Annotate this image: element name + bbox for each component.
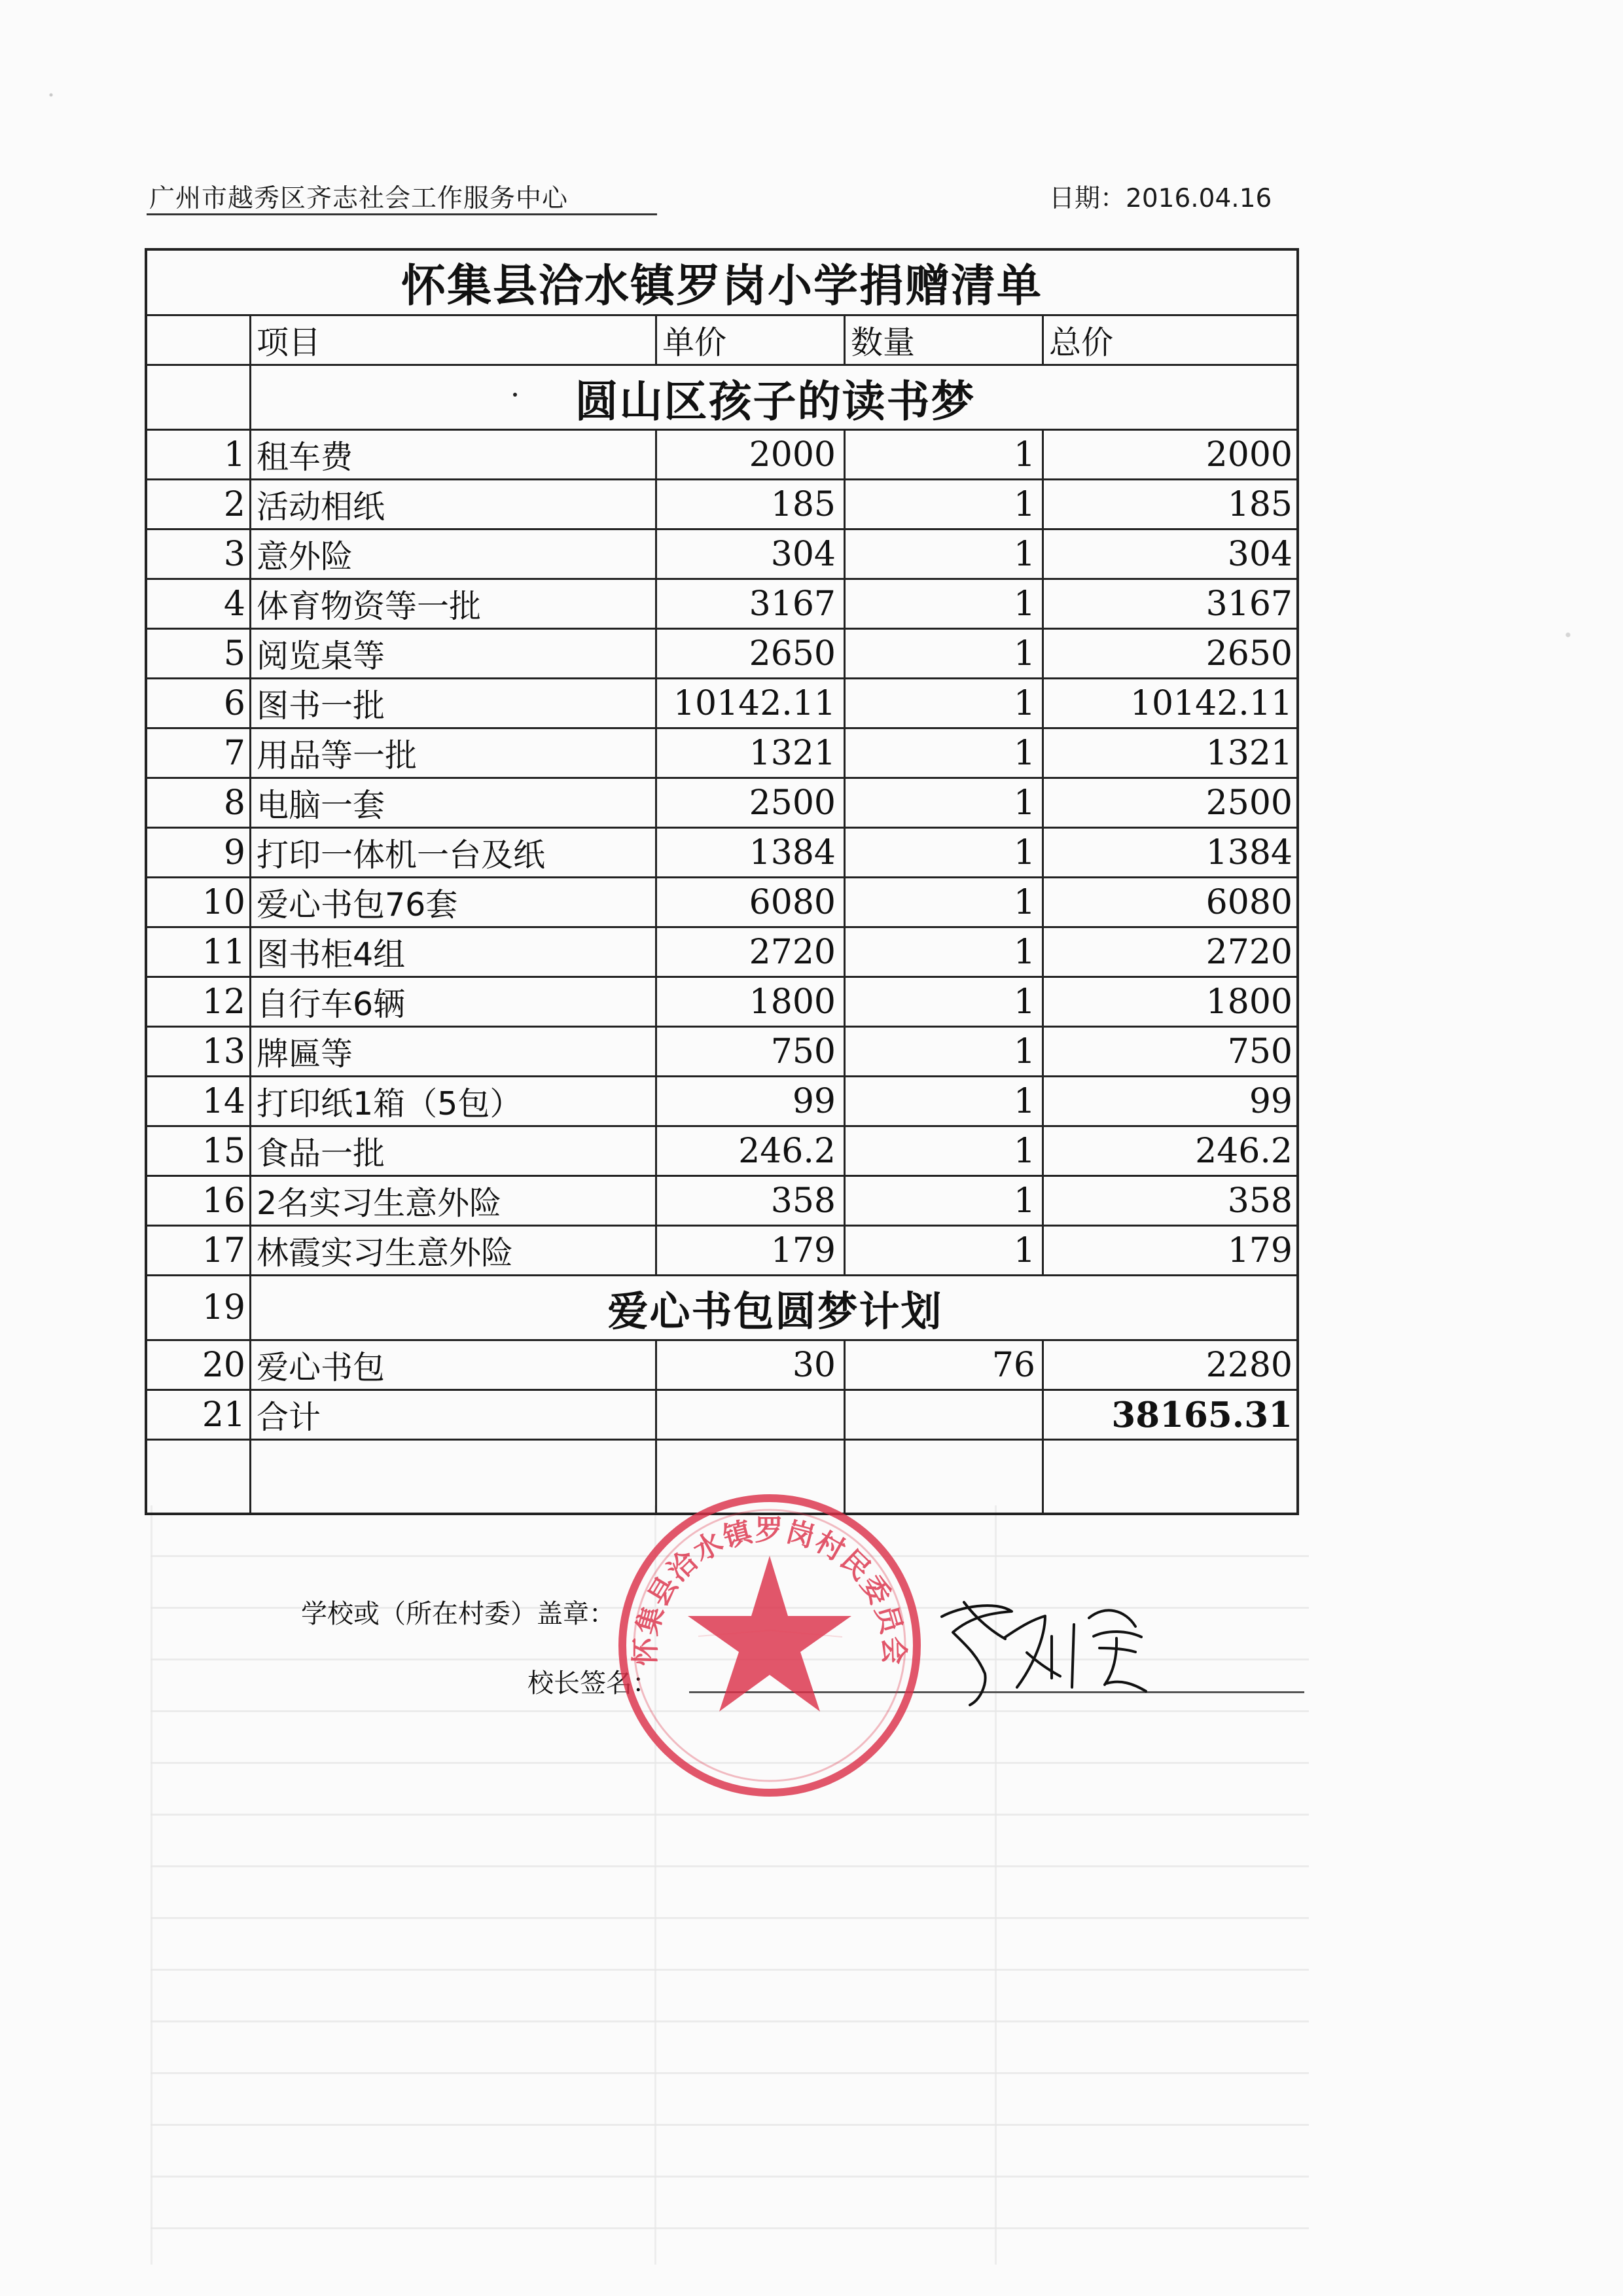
row-number: 16 bbox=[147, 1177, 251, 1225]
table-row bbox=[147, 679, 1296, 729]
row-quantity: 1 bbox=[846, 978, 1044, 1026]
row-quantity: 1 bbox=[846, 1028, 1044, 1075]
row-number: 13 bbox=[147, 1028, 251, 1075]
row-number: 4 bbox=[147, 580, 251, 628]
official-red-seal-image bbox=[607, 1482, 933, 1808]
row-item: 图书柜4组 bbox=[251, 928, 657, 976]
document-date bbox=[1049, 178, 1298, 215]
row-unit-price: 2500 bbox=[657, 779, 846, 827]
row-quantity: 1 bbox=[846, 431, 1044, 478]
row-number: 6 bbox=[147, 679, 251, 727]
principal-signature-label: 校长签名： bbox=[527, 1668, 658, 1698]
row-number: 7 bbox=[147, 729, 251, 777]
grand-total-value: 38165.31 bbox=[1111, 1394, 1293, 1435]
row-number: 14 bbox=[147, 1077, 251, 1125]
blank-total-cell bbox=[1044, 1441, 1299, 1515]
row-total: 6080 bbox=[1205, 882, 1293, 922]
row-total: 1800 bbox=[1205, 982, 1293, 1022]
row-item: 阅览桌等 bbox=[251, 630, 657, 677]
table-row bbox=[147, 729, 1296, 779]
row-quantity: 1 bbox=[846, 1127, 1044, 1175]
row-quantity: 1 bbox=[846, 779, 1044, 827]
row-item: 电脑一套 bbox=[251, 779, 657, 827]
table-header-number-blank bbox=[147, 316, 251, 364]
row-item: 爱心书包 bbox=[251, 1341, 657, 1389]
row-item: 爱心书包76套 bbox=[251, 878, 657, 926]
row-item: 用品等一批 bbox=[251, 729, 657, 777]
row-number: 9 bbox=[147, 829, 251, 876]
table-row bbox=[147, 1341, 1296, 1391]
table-row bbox=[147, 630, 1296, 679]
row-total: 1321 bbox=[1205, 733, 1293, 773]
donation-list-title: 怀集县洽水镇罗岗小学捐赠清单 bbox=[147, 251, 1296, 316]
row-unit-price: 304 bbox=[657, 530, 846, 578]
row-number: 3 bbox=[147, 530, 251, 578]
row-item: 租车费 bbox=[251, 431, 657, 478]
row-item: 活动相纸 bbox=[251, 480, 657, 528]
row-unit-price: 1384 bbox=[657, 829, 846, 876]
table-row bbox=[147, 480, 1296, 530]
row-quantity: 1 bbox=[846, 480, 1044, 528]
faint-show-through-section bbox=[268, 2062, 1054, 2114]
row-item: 意外险 bbox=[251, 530, 657, 578]
row-number: 10 bbox=[147, 878, 251, 926]
column-header-total: 总价 bbox=[1049, 323, 1114, 361]
row-total: 99 bbox=[1249, 1081, 1293, 1121]
row-number: 2 bbox=[147, 480, 251, 528]
row-item: 食品一批 bbox=[251, 1127, 657, 1175]
row-quantity: 76 bbox=[846, 1341, 1044, 1389]
row-total: 185 bbox=[1227, 484, 1293, 524]
row-quantity: 1 bbox=[846, 928, 1044, 976]
row-number: 11 bbox=[147, 928, 251, 976]
table-row bbox=[147, 1028, 1296, 1077]
row-unit-price: 750 bbox=[657, 1028, 846, 1075]
row-unit-price: 2650 bbox=[657, 630, 846, 677]
section-row-backpack-plan bbox=[147, 1276, 1296, 1341]
school-seal-label: 学校或（所在村委）盖章： bbox=[301, 1599, 615, 1629]
row-unit-price: 358 bbox=[657, 1177, 846, 1225]
row-item: 林霞实习生意外险 bbox=[251, 1227, 657, 1274]
row-quantity: 1 bbox=[846, 1227, 1044, 1274]
row-unit-price: 246.2 bbox=[657, 1127, 846, 1175]
table-row bbox=[147, 829, 1296, 878]
seal-text: 怀集县洽水镇罗岗村民委员会 bbox=[629, 1514, 910, 1666]
row-quantity: 1 bbox=[846, 580, 1044, 628]
row-quantity: 1 bbox=[846, 878, 1044, 926]
row-number: 17 bbox=[147, 1227, 251, 1274]
date-value: 2016.04.16 bbox=[1126, 184, 1272, 213]
date-label: 日期： bbox=[1049, 184, 1126, 213]
section-row-number: 19 bbox=[147, 1276, 251, 1339]
row-total: 2720 bbox=[1205, 932, 1293, 972]
table-row bbox=[147, 978, 1296, 1028]
table-row bbox=[147, 580, 1296, 630]
row-quantity: 1 bbox=[846, 630, 1044, 677]
row-number: 8 bbox=[147, 779, 251, 827]
row-number: 21 bbox=[147, 1391, 251, 1439]
row-item: 牌匾等 bbox=[251, 1028, 657, 1075]
section-title-reading-dream: 圆山区孩子的读书梦 bbox=[575, 376, 976, 427]
column-header-unit-price: 单价 bbox=[657, 316, 846, 364]
row-quantity: 1 bbox=[846, 729, 1044, 777]
table-row bbox=[147, 530, 1296, 580]
row-item: 打印一体机一台及纸 bbox=[251, 829, 657, 876]
row-unit-price: 3167 bbox=[657, 580, 846, 628]
table-row bbox=[147, 928, 1296, 978]
row-unit-price: 6080 bbox=[657, 878, 846, 926]
row-quantity: 1 bbox=[846, 829, 1044, 876]
column-header-item: 项目 bbox=[251, 316, 657, 364]
row-total: 2650 bbox=[1205, 634, 1293, 673]
row-number: 12 bbox=[147, 978, 251, 1026]
row-item: 2名实习生意外险 bbox=[251, 1177, 657, 1225]
row-total: 10142.11 bbox=[1130, 683, 1293, 723]
row-quantity: 1 bbox=[846, 1077, 1044, 1125]
section-row-reading-dream bbox=[147, 366, 1296, 431]
table-row bbox=[147, 878, 1296, 928]
scan-dot bbox=[513, 393, 517, 397]
section-title-backpack-plan: 爱心书包圆梦计划 bbox=[607, 1287, 943, 1335]
row-total: 2000 bbox=[1205, 435, 1293, 475]
row-quantity: 1 bbox=[846, 679, 1044, 727]
row-item: 自行车6辆 bbox=[251, 978, 657, 1026]
row-unit-price: 179 bbox=[657, 1227, 846, 1274]
row-total: 1384 bbox=[1205, 833, 1293, 872]
row-number: 1 bbox=[147, 431, 251, 478]
table-header-row bbox=[147, 316, 1296, 366]
row-total: 358 bbox=[1227, 1181, 1293, 1221]
row-unit-price: 1321 bbox=[657, 729, 846, 777]
row-item: 体育物资等一批 bbox=[251, 580, 657, 628]
row-number: 20 bbox=[147, 1341, 251, 1389]
row-unit-price: 2000 bbox=[657, 431, 846, 478]
table-row bbox=[147, 1127, 1296, 1177]
row-total: 2500 bbox=[1205, 783, 1293, 823]
row-number: 5 bbox=[147, 630, 251, 677]
column-header-quantity: 数量 bbox=[846, 316, 1044, 364]
row-item: 图书一批 bbox=[251, 679, 657, 727]
table-row-grand-total bbox=[147, 1391, 1296, 1441]
blank-item-cell bbox=[251, 1441, 657, 1515]
row-unit-price: 30 bbox=[657, 1341, 846, 1389]
row-total: 246.2 bbox=[1195, 1131, 1293, 1171]
organization-header-underline bbox=[147, 213, 657, 215]
row-unit-price: 185 bbox=[657, 480, 846, 528]
blank-number-cell bbox=[147, 1441, 251, 1515]
row-quantity: 1 bbox=[846, 530, 1044, 578]
section-number-blank bbox=[147, 366, 251, 429]
organization-header: 广州市越秀区齐志社会工作服务中心 bbox=[149, 184, 569, 213]
donation-list-table bbox=[145, 248, 1299, 1515]
row-total: 304 bbox=[1227, 534, 1293, 574]
row-total: 750 bbox=[1227, 1031, 1293, 1071]
row-unit-price: 2720 bbox=[657, 928, 846, 976]
row-item: 合计 bbox=[251, 1391, 657, 1439]
row-total: 3167 bbox=[1205, 584, 1293, 624]
row-total: 2280 bbox=[1205, 1345, 1293, 1385]
handwritten-signature-image bbox=[933, 1584, 1149, 1715]
row-quantity: 1 bbox=[846, 1177, 1044, 1225]
row-unit-price bbox=[657, 1391, 846, 1439]
row-unit-price: 10142.11 bbox=[657, 679, 846, 727]
row-total: 179 bbox=[1227, 1230, 1293, 1270]
row-item: 打印纸1箱（5包） bbox=[251, 1077, 657, 1125]
table-row bbox=[147, 779, 1296, 829]
table-row bbox=[147, 431, 1296, 480]
table-row bbox=[147, 1177, 1296, 1227]
table-row bbox=[147, 1227, 1296, 1276]
row-unit-price: 1800 bbox=[657, 978, 846, 1026]
table-row bbox=[147, 1077, 1296, 1127]
row-quantity bbox=[846, 1391, 1044, 1439]
row-number: 15 bbox=[147, 1127, 251, 1175]
row-unit-price: 99 bbox=[657, 1077, 846, 1125]
